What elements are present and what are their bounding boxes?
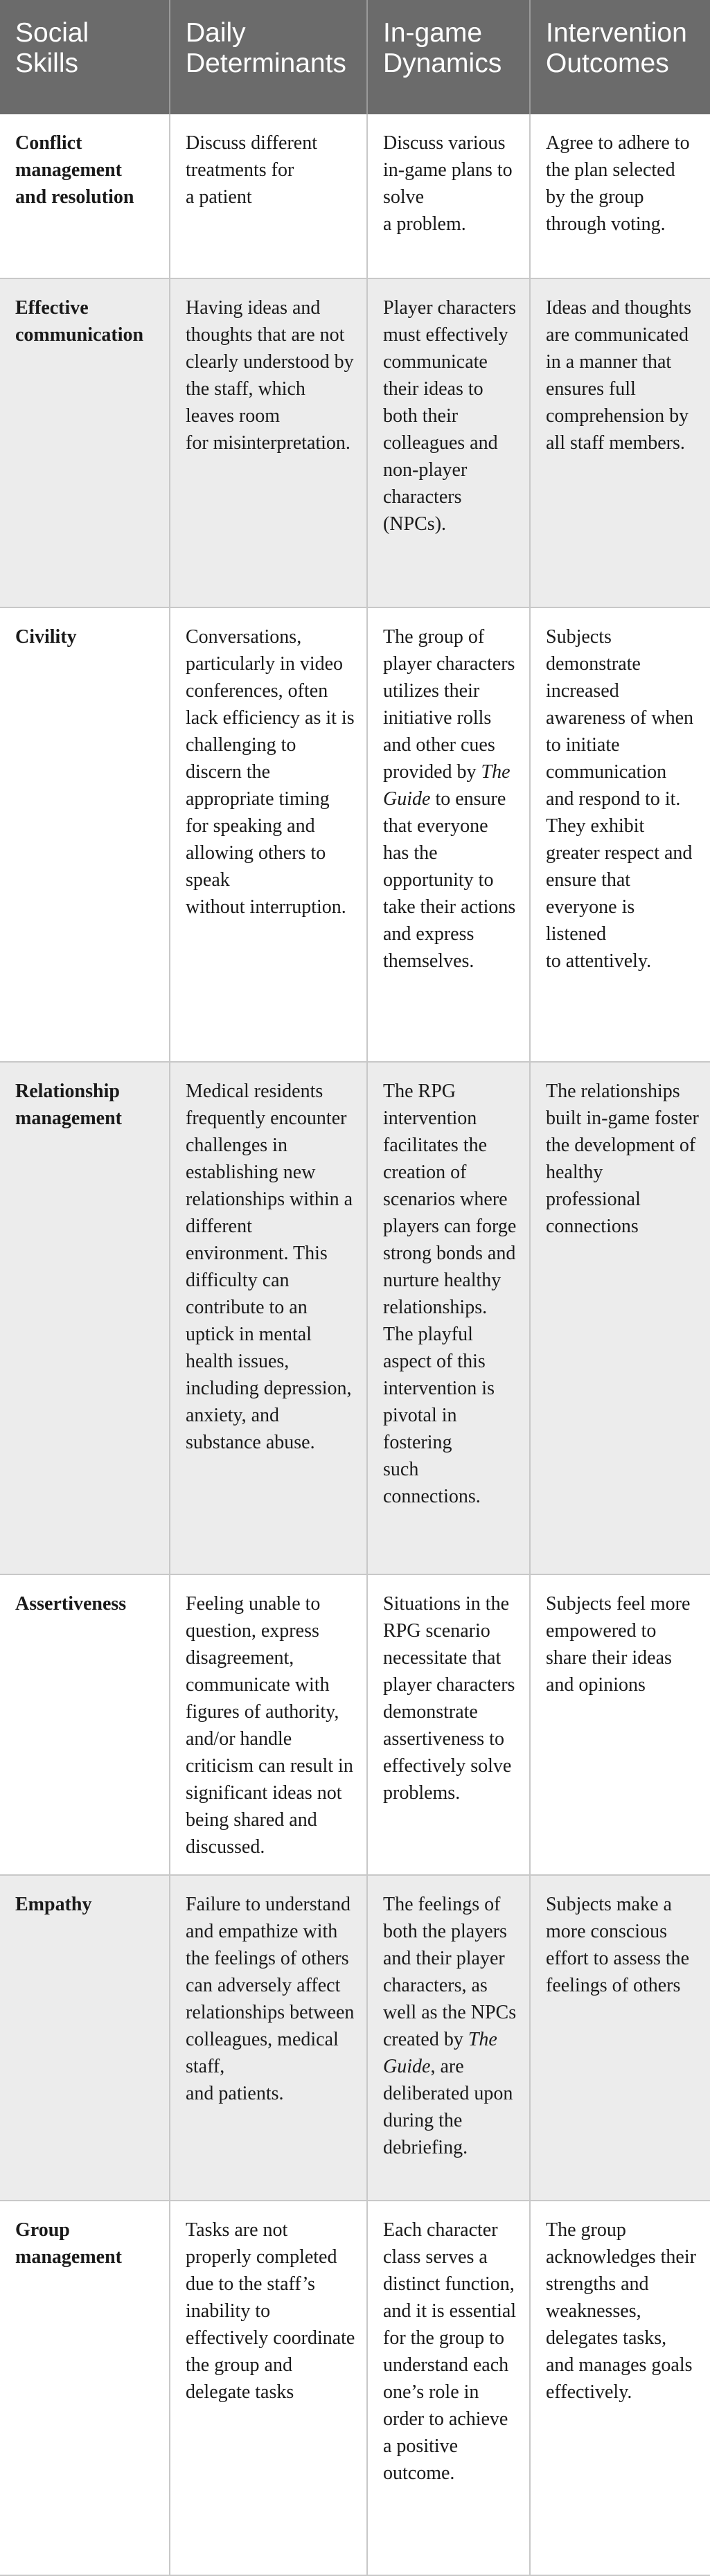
outcome-cell: Ideas and thoughts are communicated in a manner that ensures full comprehension by all staff members. xyxy=(530,278,710,607)
table-body xyxy=(0,114,710,2575)
dynamics-cell xyxy=(367,1574,530,1875)
table-row xyxy=(0,1574,710,1875)
outcome-cell: Subjects make a more conscious effort to assess the feelings of others xyxy=(530,1875,710,2201)
dynamics-text: The RPG intervention facilitates the creation of scenarios where players can forge strong bonds and nurture healthy relationships. The playful aspect of this intervention is pivotal in fostering such connections. xyxy=(383,1081,517,1507)
dynamics-text-continued: , are deliberated upon during the debriefing. xyxy=(383,2056,513,2158)
determinant-cell: Conversations, particularly in video conferences, often lack efficiency as it is challenging to discern the appropriate timing for speaking and allowing others to speak without interruption. xyxy=(170,607,367,1062)
table-row xyxy=(0,114,710,278)
guide-reference: The Guide xyxy=(383,2029,497,2077)
skill-cell: Civility xyxy=(0,607,170,1062)
guide-reference: The Guide xyxy=(383,761,511,810)
skill-cell: Assertiveness xyxy=(0,1574,170,1875)
skill-cell: Effective communication xyxy=(0,278,170,607)
dynamics-cell xyxy=(367,1875,530,2201)
dynamics-cell xyxy=(367,607,530,1062)
dynamics-text: Player characters must effectively communicate their ideas to both their colleagues and non-player characters (NPCs). xyxy=(383,297,516,535)
table-row xyxy=(0,1062,710,1574)
dynamics-cell xyxy=(367,1062,530,1574)
header-daily-determinants: Daily Determinants xyxy=(170,0,367,114)
skill-cell: Empathy xyxy=(0,1875,170,2201)
table-header xyxy=(0,0,710,114)
header-social-skills: Social Skills xyxy=(0,0,170,114)
table-row xyxy=(0,607,710,1062)
outcome-cell: Subjects feel more empowered to share their ideas and opinions xyxy=(530,1574,710,1875)
dynamics-text: Discuss various in-game plans to solve a problem. xyxy=(383,132,513,235)
determinant-cell: Medical residents frequently encounter challenges in establishing new relationships within a different environment. This difficulty can contribute to an uptick in mental health issues, including depression, anxiety, and substance abuse. xyxy=(170,1062,367,1574)
skill-cell: Relationship management xyxy=(0,1062,170,1574)
determinant-cell: Having ideas and thoughts that are not clearly understood by the staff, which leaves room for misinterpretation. xyxy=(170,278,367,607)
table-row xyxy=(0,1875,710,2201)
dynamics-text: Each character class serves a distinct function, and it is essential for the group to understand each one’s role in order to achieve a positive outcome. xyxy=(383,2219,517,2484)
dynamics-text: The group of player characters utilizes their initiative rolls and other cues provided by xyxy=(383,626,515,783)
skill-cell: Conflict management and resolution xyxy=(0,114,170,278)
table-row xyxy=(0,2201,710,2575)
dynamics-cell xyxy=(367,278,530,607)
dynamics-cell xyxy=(367,2201,530,2575)
skill-cell: Group management xyxy=(0,2201,170,2575)
table-row xyxy=(0,278,710,607)
header-row xyxy=(0,0,710,114)
outcome-cell: Agree to adhere to the plan selected by the group through voting. xyxy=(530,114,710,278)
header-in-game-dynamics: In-game Dynamics xyxy=(367,0,530,114)
outcome-cell: The relationships built in-game foster the development of healthy professional connections xyxy=(530,1062,710,1574)
header-intervention-outcomes: Intervention Outcomes xyxy=(530,0,710,114)
dynamics-text: Situations in the RPG scenario necessitate that player characters demonstrate assertiveness to effectively solve problems. xyxy=(383,1593,515,1804)
outcome-cell: Subjects demonstrate increased awareness of when to initiate communication and respond to it. They exhibit greater respect and ensure that everyone is listened to attentively. xyxy=(530,607,710,1062)
outcome-cell: The group acknowledges their strengths and weaknesses, delegates tasks, and manages goals effectively. xyxy=(530,2201,710,2575)
determinant-cell: Tasks are not properly completed due to the staff’s inability to effectively coordinate the group and delegate tasks xyxy=(170,2201,367,2575)
determinant-cell: Discuss different treatments for a patient xyxy=(170,114,367,278)
determinant-cell: Feeling unable to question, express disagreement, communicate with figures of authority, and/or handle criticism can result in significant ideas not being shared and discussed. xyxy=(170,1574,367,1875)
dynamics-text-continued: to ensure that everyone has the opportunity to take their actions and express themselves. xyxy=(383,788,516,972)
dynamics-text: The feelings of both the players and their player characters, as well as the NPCs created by xyxy=(383,1894,517,2050)
determinant-cell: Failure to understand and empathize with the feelings of others can adversely affect relationships between colleagues, medical staff, and patients. xyxy=(170,1875,367,2201)
dynamics-cell xyxy=(367,114,530,278)
